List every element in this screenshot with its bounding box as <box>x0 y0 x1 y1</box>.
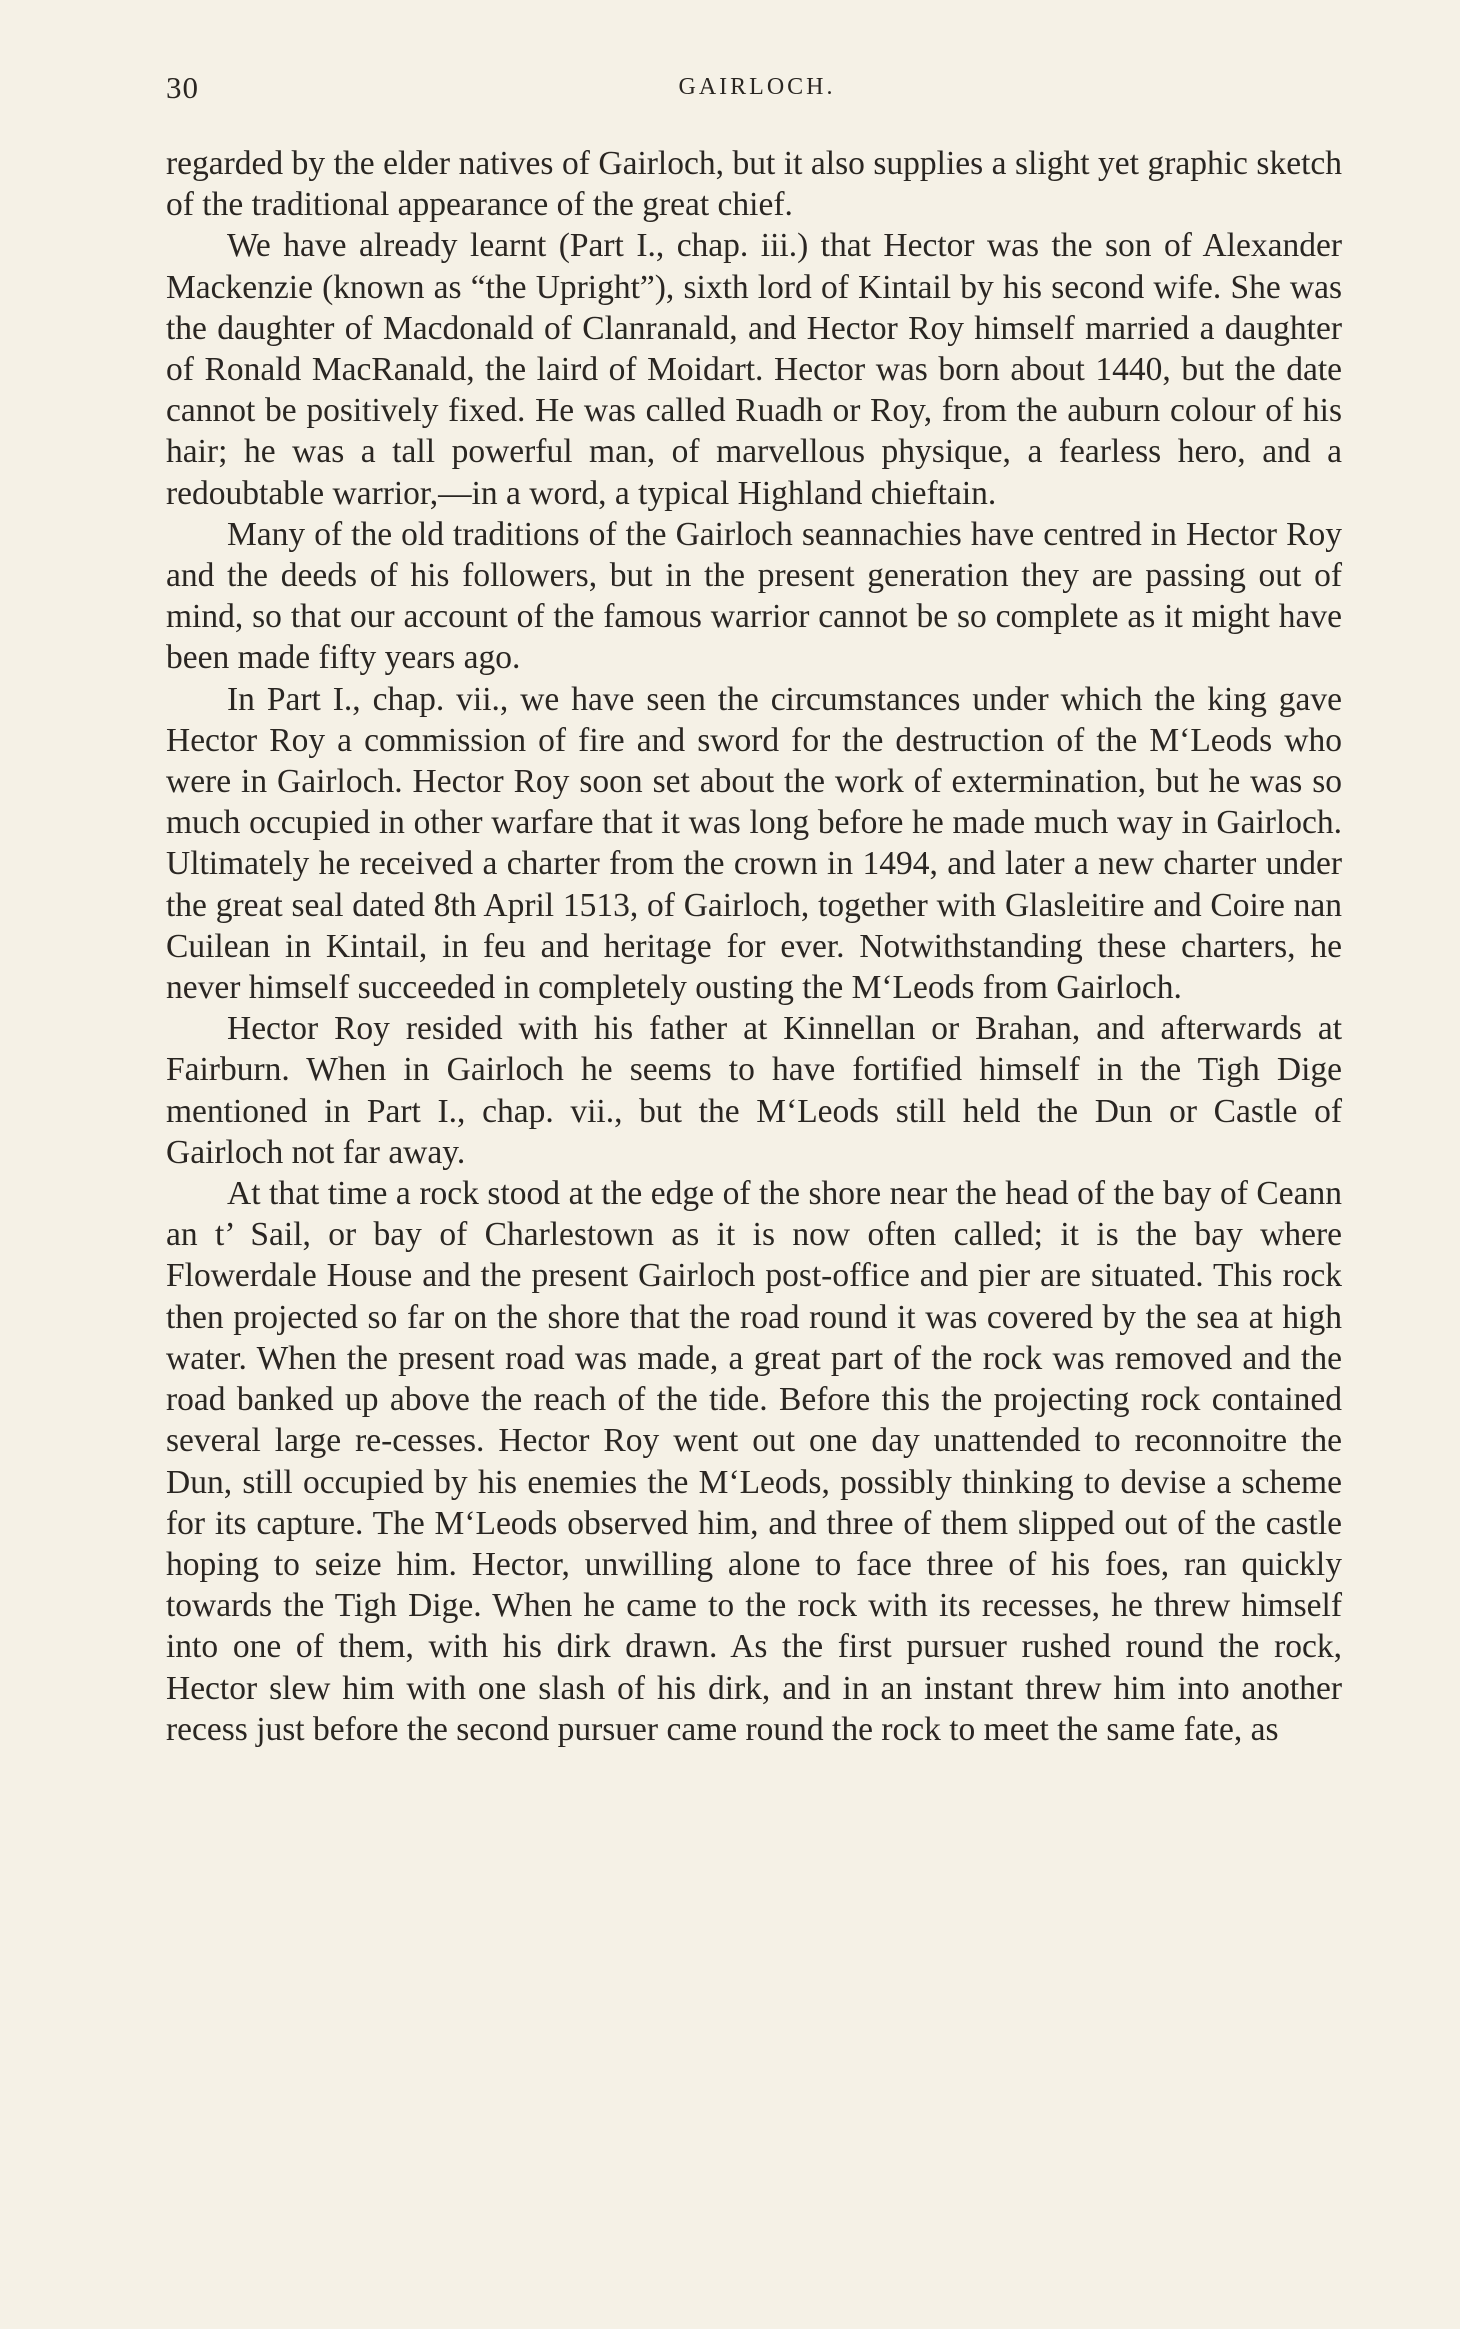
page-number: 30 <box>166 70 199 105</box>
paragraph-3: Many of the old traditions of the Gairloch seannachies have centred in Hector Roy and the deeds of his followers, but in the present generation they are passing out of mind, so that our account of the famous warrior cannot be so complete as it might have been made fifty years ago. <box>166 515 1342 677</box>
running-head: GAIRLOCH. <box>678 74 836 100</box>
body-text <box>166 143 1342 1750</box>
paragraph-4: In Part I., chap. vii., we have seen the circumstances under which the king gave Hector Roy a commission of fire and sword for the destruction of the M‘Leods who were in Gairloch. Hector Roy soon set about the work of extermination, but he was so much occupied in other warfare that it was long before he made much way in Gairloch. Ultimately he received a charter from the crown in 1494, and later a new charter under the great seal dated 8th April 1513, of Gairloch, together with Glasleitire and Coire nan Cuilean in Kintail, in feu and heritage for ever. Notwithstanding these charters, he never himself succeeded in completely ousting the M‘Leods from Gairloch. <box>166 680 1342 1007</box>
paragraph-1: regarded by the elder natives of Gairloch, but it also supplies a slight yet graphic sketch of the traditional appearance of the great chief. <box>166 145 1342 224</box>
paragraph-6: At that time a rock stood at the edge of the shore near the head of the bay of Ceann an t’ Sail, or bay of Charlestown as it is now often called; it is the bay where Flowerdale House and the present Gairloch post-office and pier are situated. This rock then projected so far on the shore that the road round it was covered by the sea at high water. When the present road was made, a great part of the rock was removed and the road banked up above the reach of the tide. Before this the projecting rock contained several large re-cesses. Hector Roy went out one day unattended to reconnoitre the Dun, still occupied by his enemies the M‘Leods, possibly thinking to devise a scheme for its capture. The M‘Leods observed him, and three of them slipped out of the castle hoping to seize him. Hector, unwilling alone to face three of his foes, ran quickly towards the Tigh Dige. When he came to the rock with its recesses, he threw himself into one of them, with his dirk drawn. As the first pursuer rushed round the rock, Hector slew him with one slash of his dirk, and in an instant threw him into another recess just before the second pursuer came round the rock to meet the same fate, as <box>166 1175 1342 1748</box>
page-header <box>166 70 1348 110</box>
paragraph-5: Hector Roy resided with his father at Kinnellan or Brahan, and afterwards at Fairburn. When in Gairloch he seems to have fortified himself in the Tigh Dige mentioned in Part I., chap. vii., but the M‘Leods still held the Dun or Castle of Gairloch not far away. <box>166 1010 1342 1171</box>
paragraph-2: We have already learnt (Part I., chap. iii.) that Hector was the son of Alexander Mackenzie (known as “the Upright”), sixth lord of Kintail by his second wife. She was the daughter of Macdonald of Clanranald, and Hector Roy himself married a daughter of Ronald MacRanald, the laird of Moidart. Hector was born about 1440, but the date cannot be positively fixed. He was called Ruadh or Roy, from the auburn colour of his hair; he was a tall powerful man, of marvellous physique, a fearless hero, and a redoubtable warrior,—in a word, a typical Highland chieftain. <box>166 227 1342 512</box>
